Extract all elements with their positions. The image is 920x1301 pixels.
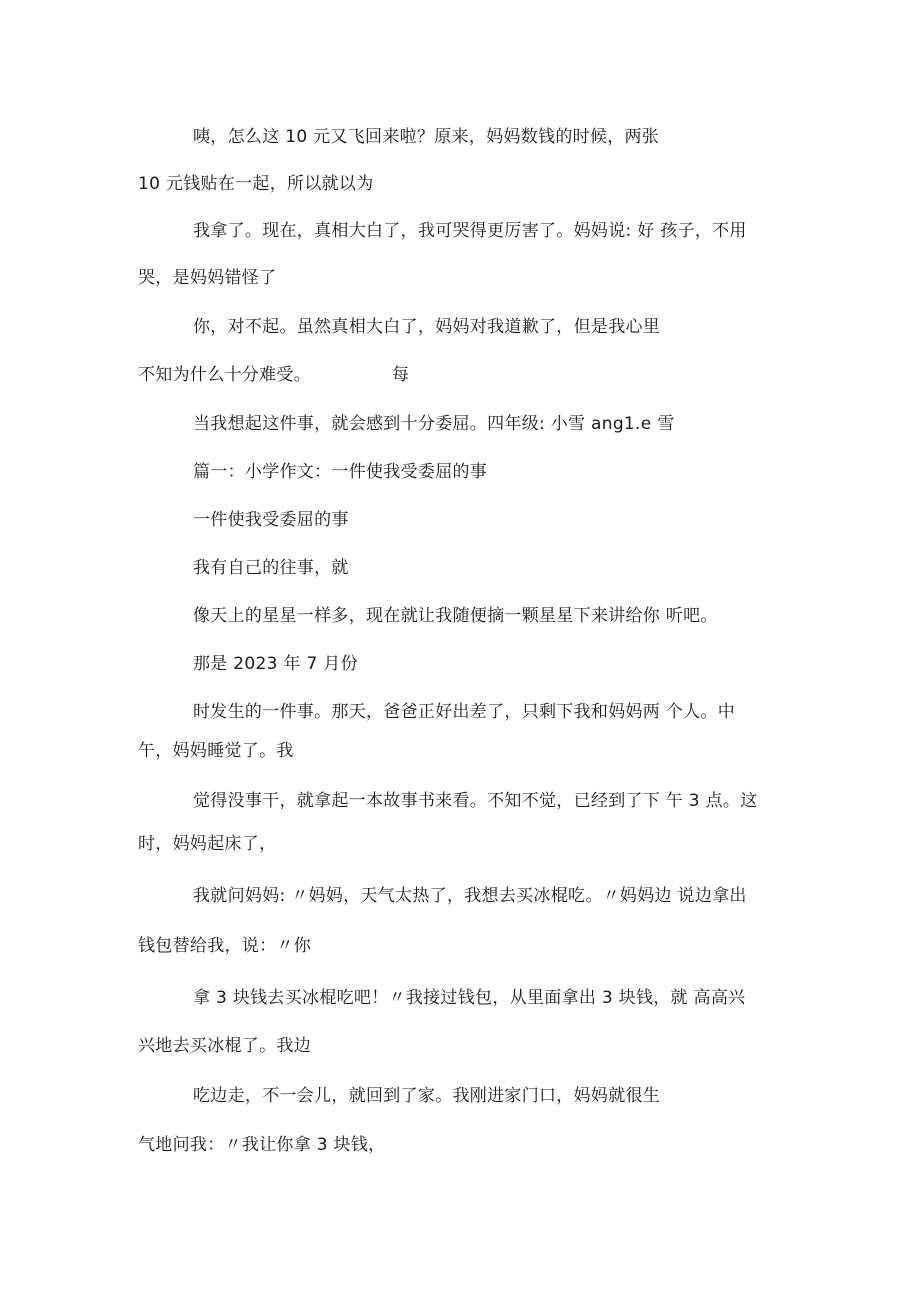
text-line: 时发生的一件事。那天，爸爸正好出差了，只剩下我和妈妈两 个人。中 (193, 702, 736, 722)
text-line: 气地问我：〃我让你拿 3 块钱， (138, 1135, 386, 1155)
text-line: 10 元钱贴在一起，所以就以为 (138, 174, 374, 194)
text-line: 拿 3 块钱去买冰棍吃吧！〃我接过钱包，从里面拿出 3 块钱，就 高高兴 (193, 988, 746, 1008)
text-line: 我拿了。现在，真相大白了，我可哭得更厉害了。妈妈说: 好 孩子，不用 (193, 221, 747, 241)
text-line: 篇一：小学作文：一件使我受委屈的事 (193, 462, 488, 482)
text-line: 当我想起这件事，就会感到十分委屈。四年级: 小雪 ang1.e 雪 (193, 414, 675, 434)
text-line: 觉得没事干，就拿起一本故事书来看。不知不觉，已经到了下 午 3 点。这 (193, 791, 758, 811)
text-line: 吃边走，不一会儿，就回到了家。我刚进家门口，妈妈就很生 (193, 1086, 661, 1106)
text-line: 兴地去买冰棍了。我边 (138, 1036, 311, 1056)
text-line: 时，妈妈起床了， (138, 834, 277, 854)
text-line: 一件使我受委屈的事 (193, 510, 349, 530)
text-line: 咦，怎么这 10 元又飞回来啦？原来，妈妈数钱的时候，两张 (193, 127, 660, 147)
text-line: 钱包替给我，说：〃你 (138, 936, 311, 956)
text-line: 我就问妈妈: 〃妈妈，天气太热了，我想去买冰棍吃。〃妈妈边 说边拿出 (193, 886, 747, 906)
text-line: 那是 2023 年 7 月份 (193, 654, 358, 674)
text-line: 像天上的星星一样多，现在就让我随便摘一颗星星下来讲给你 听吧。 (193, 606, 718, 626)
text-line: 不知为什么十分难受。 (138, 365, 311, 385)
text-line: 你，对不起。虽然真相大白了，妈妈对我道歉了，但是我心里 (193, 317, 661, 337)
text-line: 我有自己的往事，就 (193, 558, 349, 578)
text-line: 午，妈妈睡觉了。我 (138, 741, 294, 761)
text-line: 哭，是妈妈错怪了 (138, 268, 277, 288)
text-line: 每 (392, 365, 410, 385)
